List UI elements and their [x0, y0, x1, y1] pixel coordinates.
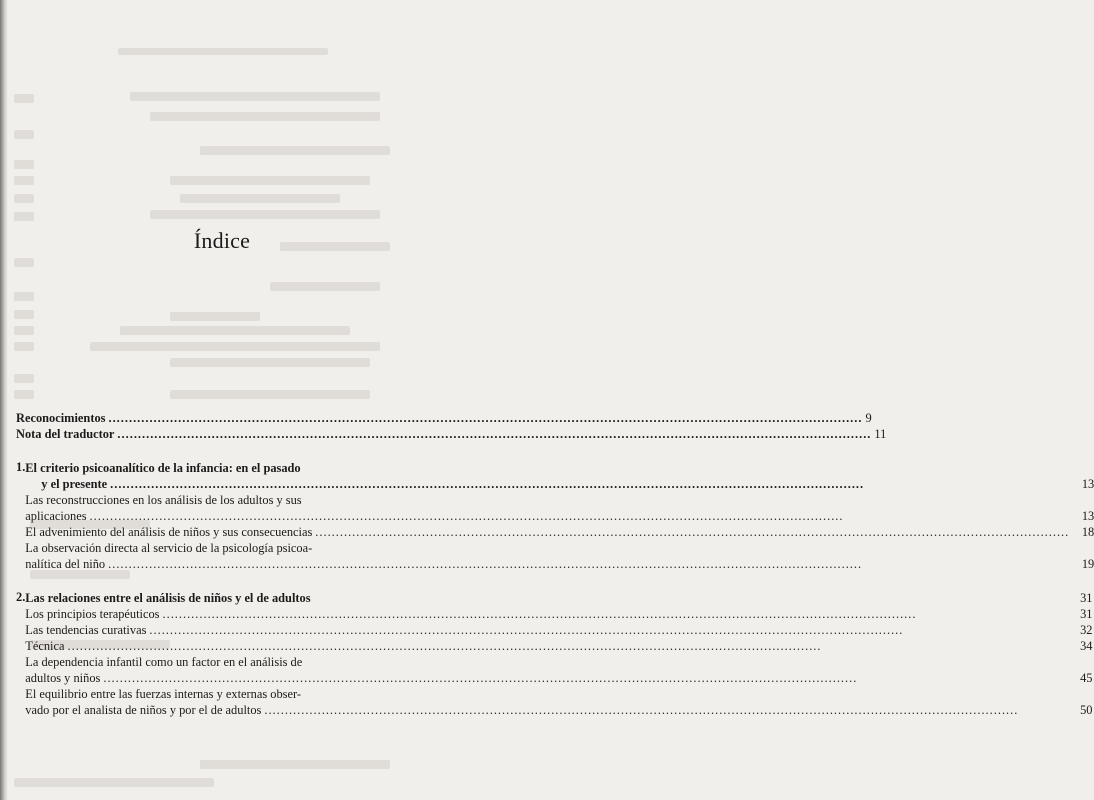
chapter-title-last-line	[25, 476, 1094, 492]
chapter-title-line: y el presente	[41, 477, 108, 491]
toc-page-number: 9	[865, 411, 872, 425]
section-line: El advenimiento del análisis de niños y sus consecuencias	[25, 525, 313, 539]
section-line: Los principios terapéuticos	[25, 607, 160, 621]
section-entry	[25, 606, 1092, 622]
chapter-title-line: El criterio psicoanalítico de la infancia: en el pasado	[25, 461, 301, 475]
chapter-title-last-line	[25, 590, 1092, 606]
section-line: Técnica	[25, 639, 65, 653]
leader-dots	[108, 556, 1069, 572]
table-of-contents	[16, 410, 1094, 718]
toc-page-number: 19	[1081, 557, 1094, 571]
section-entry	[25, 622, 1092, 638]
chapter-1	[16, 460, 1094, 572]
section-line: adultos y niños	[25, 671, 101, 685]
section-entry	[25, 670, 1092, 686]
toc-entry-label: Nota del traductor	[16, 427, 115, 441]
leader-dots	[108, 410, 862, 426]
chapter-2	[16, 590, 1093, 718]
section-line: nalítica del niño	[25, 557, 106, 571]
toc-page-number: 13	[1081, 509, 1094, 523]
leader-dots	[163, 606, 1068, 622]
toc-entry-label: Reconocimientos	[16, 411, 106, 425]
leader-dots	[315, 524, 1069, 540]
leader-dots	[103, 670, 1067, 686]
section-entry	[25, 556, 1094, 572]
chapter-title-line: Las relaciones entre el análisis de niños y el de adultos	[25, 591, 311, 605]
toc-page-number: 13	[1081, 477, 1094, 491]
section-entry	[25, 702, 1092, 718]
toc-entry-nota-del-traductor	[16, 426, 887, 442]
section-line: Las reconstrucciones en los análisis de los adultos y sus	[25, 493, 302, 507]
chapter-number: 2.	[16, 590, 26, 604]
toc-page-number: 11	[874, 427, 887, 441]
section-line: La dependencia infantil como un factor en el análisis de	[25, 655, 303, 669]
toc-page-number: 31	[1080, 591, 1093, 605]
page-fold-shadow	[0, 0, 8, 800]
leader-dots	[149, 622, 1067, 638]
section-entry	[25, 508, 1094, 524]
section-line: aplicaciones	[25, 509, 87, 523]
page-title: Índice	[193, 228, 251, 253]
section-line: vado por el analista de niños y por el de adultos	[25, 703, 262, 717]
section-line: La observación directa al servicio de la psicología psicoa-	[25, 541, 313, 555]
leader-dots	[110, 476, 1069, 492]
chapter-number: 1.	[16, 460, 26, 474]
section-entry	[25, 638, 1092, 654]
toc-page-number: 31	[1080, 607, 1093, 621]
toc-entry-reconocimientos	[16, 410, 872, 426]
toc-page-number: 18	[1081, 525, 1094, 539]
toc-page-number: 34	[1080, 639, 1093, 653]
section-line: Las tendencias curativas	[25, 623, 147, 637]
toc-page-number: 50	[1080, 703, 1093, 717]
leader-dots	[90, 508, 1070, 524]
section-entry	[25, 524, 1094, 540]
toc-page-number: 45	[1080, 671, 1093, 685]
section-line: El equilibrio entre las fuerzas internas y externas obser-	[25, 687, 301, 701]
toc-page-number: 32	[1080, 623, 1093, 637]
leader-dots	[264, 702, 1067, 718]
leader-dots	[68, 638, 1068, 654]
leader-dots	[117, 426, 871, 442]
